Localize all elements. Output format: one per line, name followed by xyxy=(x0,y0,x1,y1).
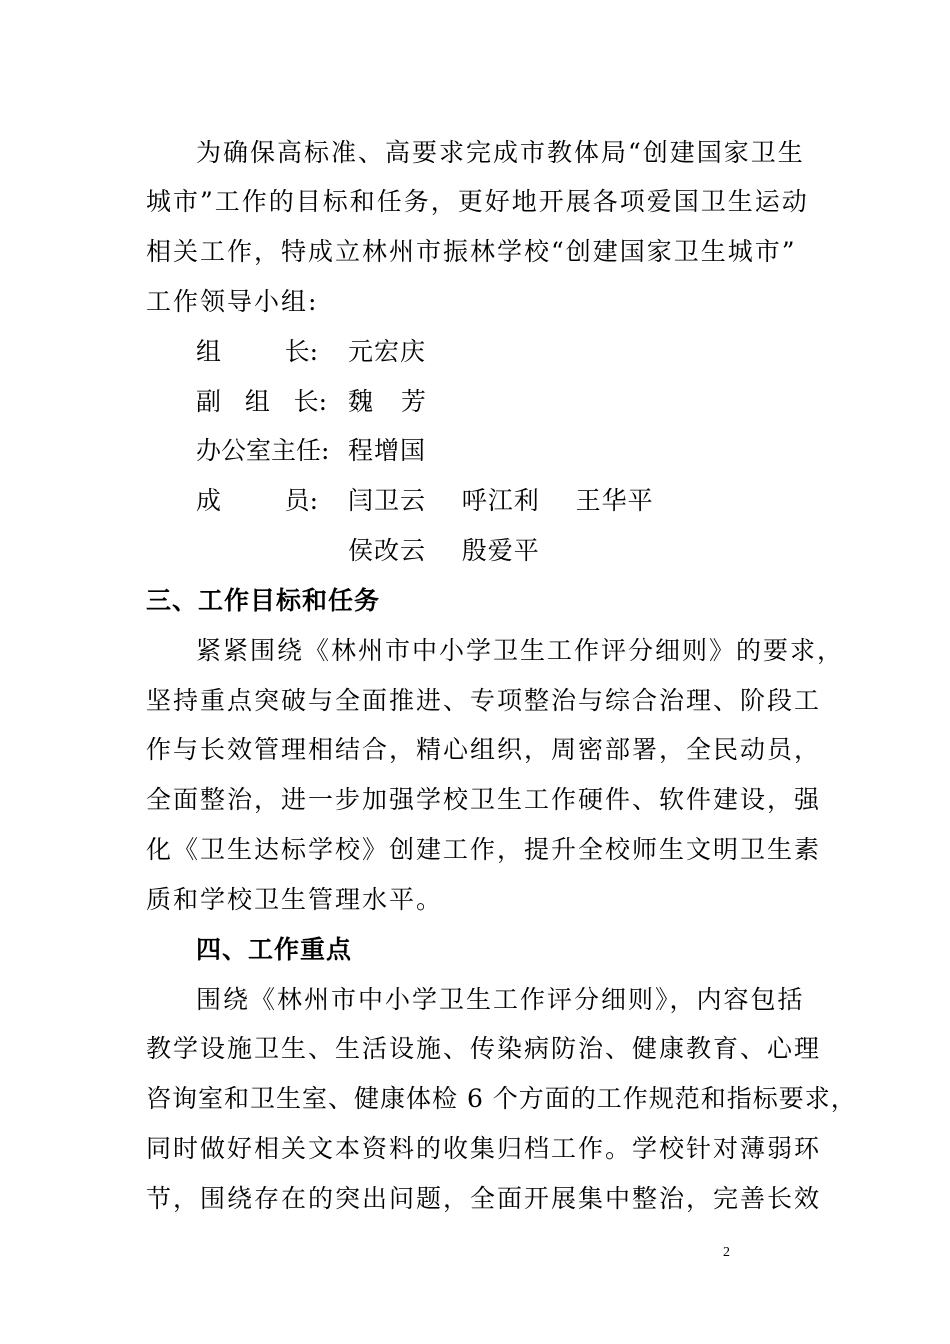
paragraph-line: 质和学校卫生管理水平。 xyxy=(146,885,444,914)
section-heading: 四、工作重点 xyxy=(196,935,353,964)
section-heading: 三、工作目标和任务 xyxy=(146,586,381,615)
role-label-office-director: 办公室主任: xyxy=(196,436,330,465)
paragraph-line: 坚持重点突破与全面推进、专项整治与综合治理、阶段工 xyxy=(146,686,822,715)
paragraph-line: 节，围绕存在的突出问题，全面开展集中整治，完善长效 xyxy=(146,1184,822,1213)
paragraph-line: 紧紧围绕《林州市中小学卫生工作评分细则》的要求， xyxy=(196,636,845,665)
paragraph-line: 同时做好相关文本资料的收集归档工作。学校针对薄弱环 xyxy=(146,1134,822,1163)
paragraph-line: 化《卫生达标学校》创建工作，提升全校师生文明卫生素 xyxy=(146,835,822,864)
role-label-leader: 组 长: xyxy=(196,337,318,366)
role-value-members: 闫卫云 呼江利 王华平 xyxy=(348,486,654,515)
intro-line: 工作领导小组: xyxy=(146,287,319,316)
role-value-deputy: 魏 芳 xyxy=(348,387,427,416)
page-number: 2 xyxy=(723,1245,730,1260)
paragraph-line: 作与长效管理相结合，精心组织，周密部署，全民动员， xyxy=(146,735,822,764)
paragraph-line: 咨询室和卫生室、健康体检 6 个方面的工作规范和指标要求， xyxy=(146,1084,857,1113)
role-label-deputy: 副 组 长: xyxy=(196,387,328,416)
intro-line: 相关工作，特成立林州市振林学校“创建国家卫生城市” xyxy=(146,237,797,266)
role-label-members: 成 员: xyxy=(196,486,318,515)
role-value-leader: 元宏庆 xyxy=(348,337,427,366)
intro-line: 城市”工作的目标和任务，更好地开展各项爱国卫生运动 xyxy=(146,187,809,216)
paragraph-line: 围绕《林州市中小学卫生工作评分细则》，内容包括 xyxy=(196,985,805,1014)
paragraph-line: 全面整治，进一步加强学校卫生工作硬件、软件建设，强 xyxy=(146,785,822,814)
role-value-members-cont: 侯改云 殷爱平 xyxy=(348,536,540,565)
intro-line: 为确保高标准、高要求完成市教体局“创建国家卫生 xyxy=(196,138,805,167)
paragraph-line: 教学设施卫生、生活设施、传染病防治、健康教育、心理 xyxy=(146,1034,822,1063)
role-value-office-director: 程增国 xyxy=(348,436,427,465)
